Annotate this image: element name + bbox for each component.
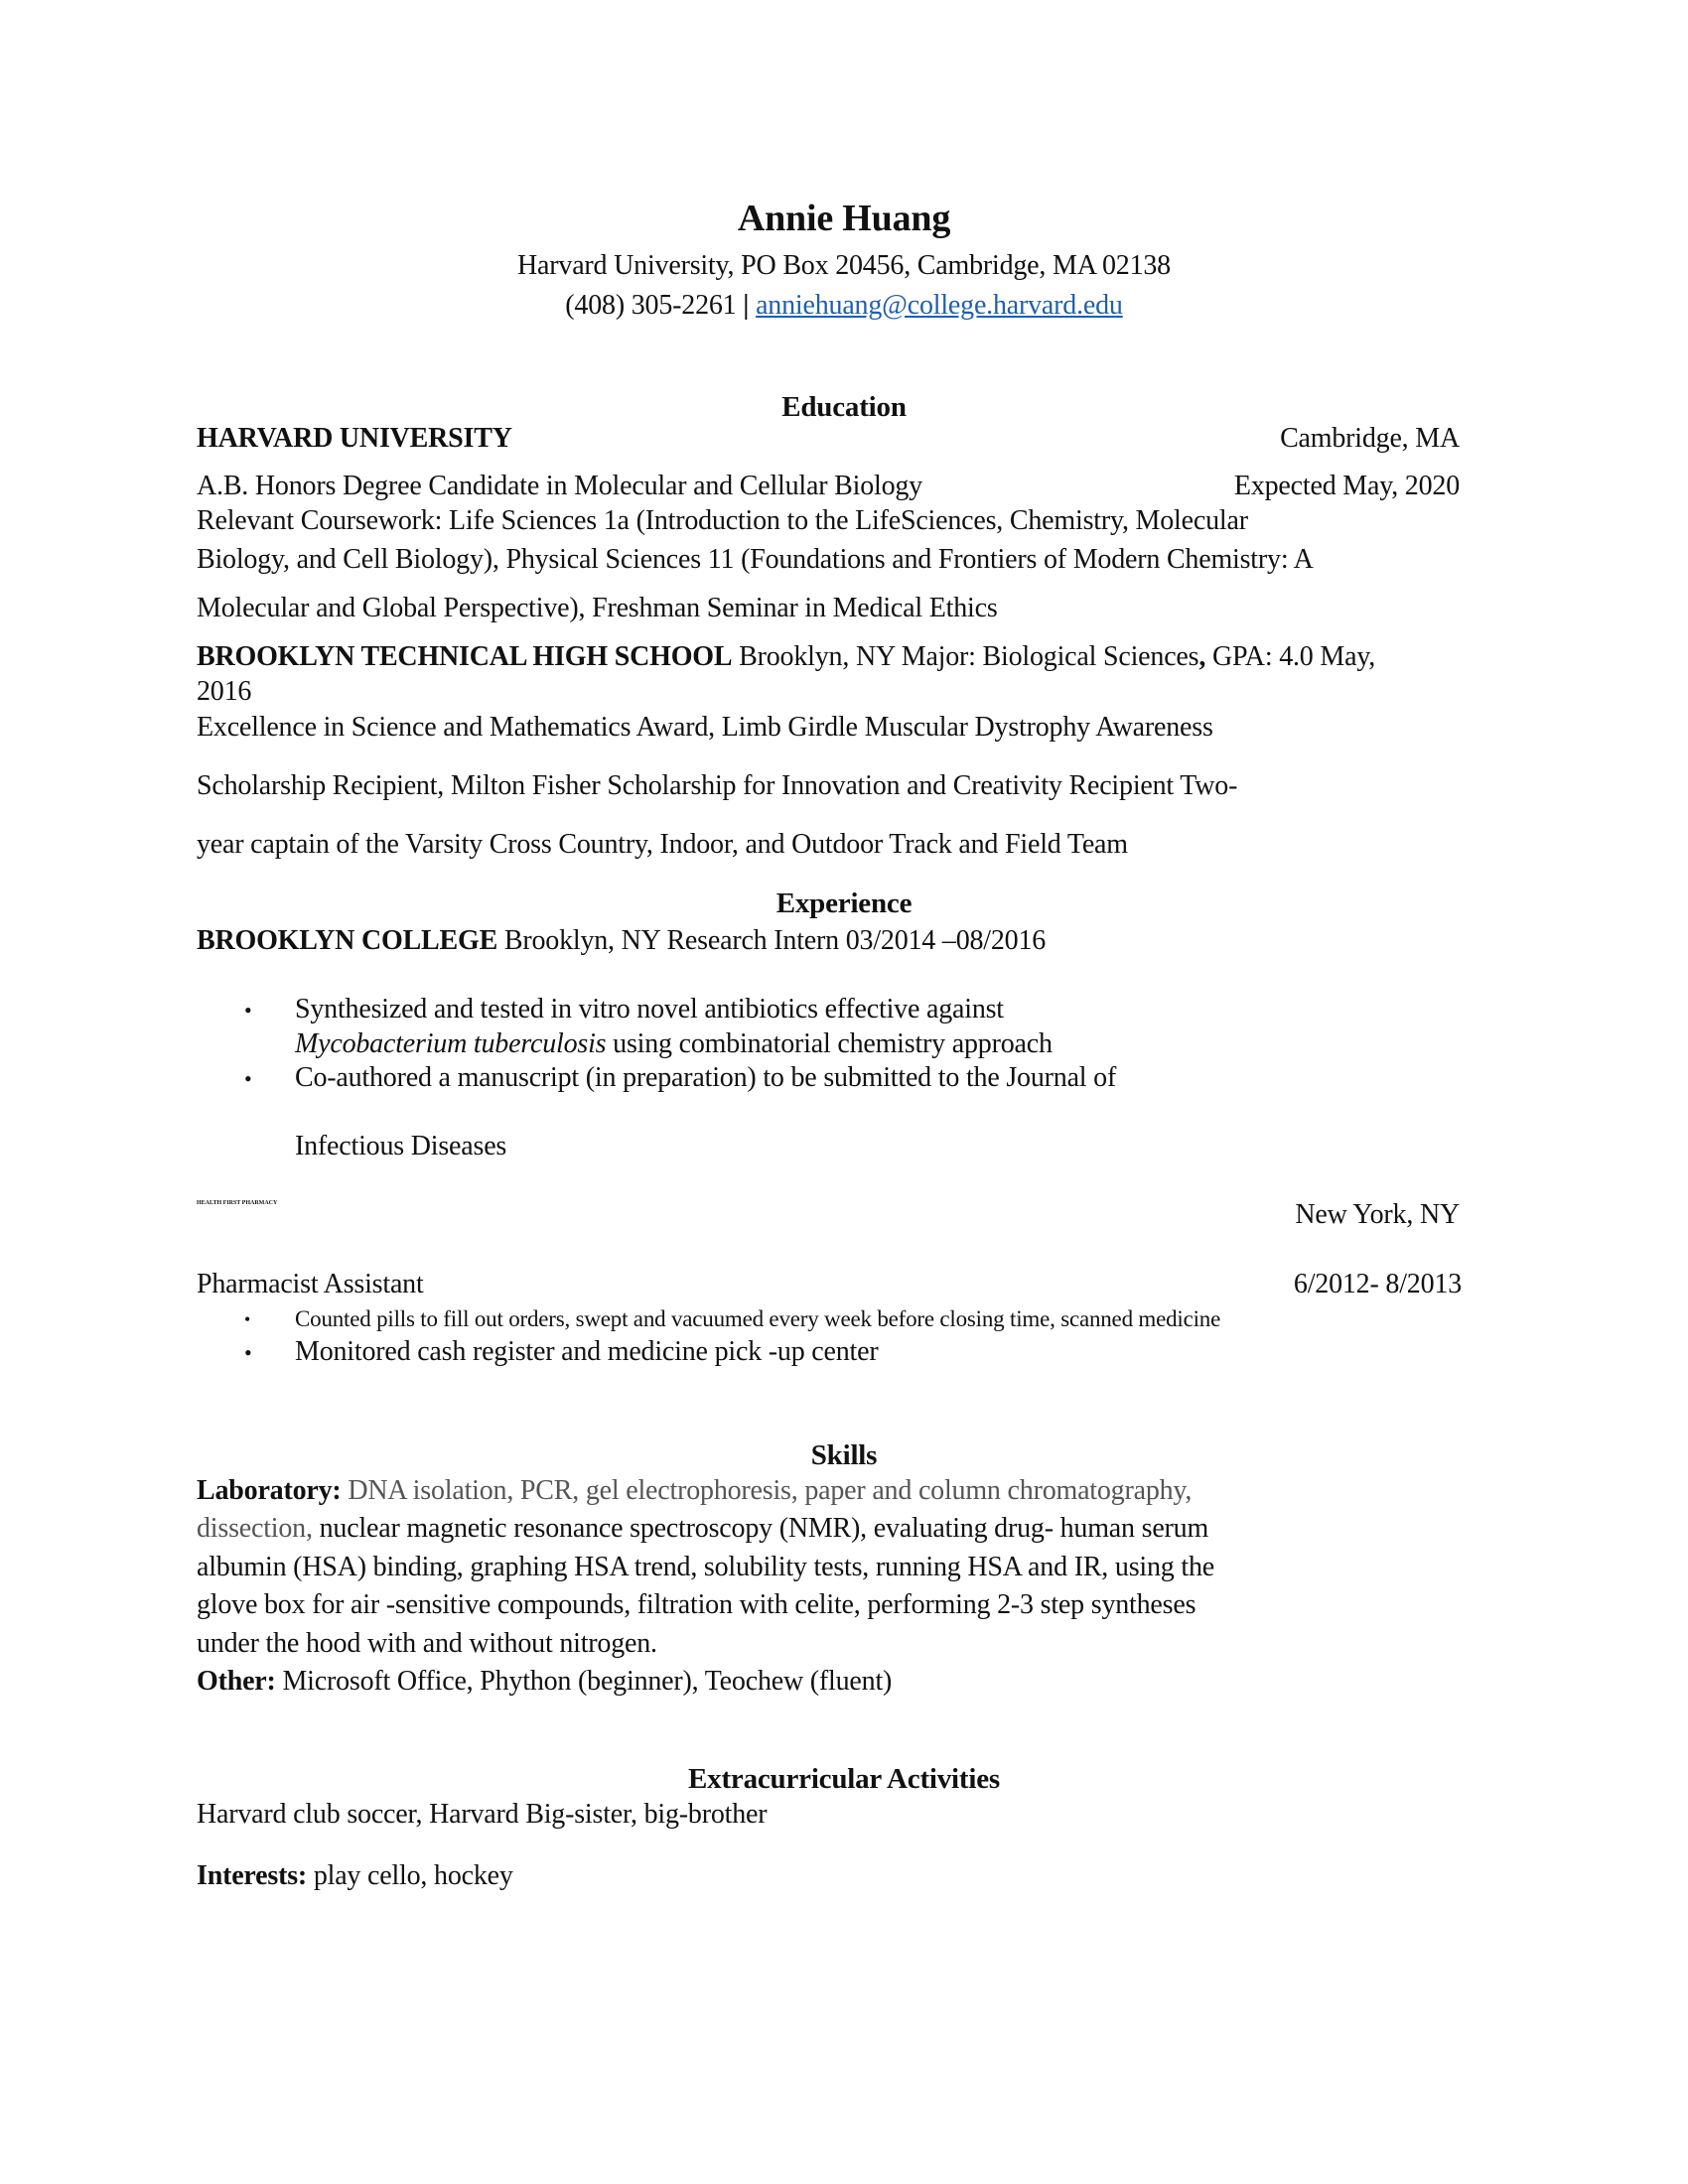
job-bullet-1-line-1: Synthesized and tested in vitro novel antibiotics effective against <box>295 994 1004 1024</box>
coursework-line-3: Molecular and Global Perspective), Freshman Seminar in Medical Ethics <box>197 593 998 623</box>
skills-other-value: Microsoft Office, Phython (beginner), Teochew (fluent) <box>275 1666 893 1697</box>
school-name-brooklyn-tech: BROOKLYN TECHNICAL HIGH SCHOOL <box>197 641 733 672</box>
school-line-brooklyn-tech <box>197 639 1375 675</box>
coursework-line-2: Biology, and Cell Biology), Physical Sciences 11 (Foundations and Frontiers of Modern Chemistry: A <box>197 544 1314 575</box>
details-comma: , <box>1198 641 1206 672</box>
skills-other-label: Other: <box>197 1666 276 1697</box>
bullet-icon: • <box>244 998 252 1023</box>
job-date-pharmacy: 6/2012- 8/2013 <box>1293 1269 1462 1299</box>
degree-harvard: A.B. Honors Degree Candidate in Molecular and Cellular Biology <box>197 471 922 501</box>
bullet-icon: • <box>244 1340 252 1365</box>
skills-laboratory-line-1 <box>197 1473 1192 1509</box>
skills-laboratory-text-1: DNA isolation, PCR, gel electrophoresis, paper and column chromatography, <box>341 1475 1193 1506</box>
award-line-3: year captain of the Varsity Cross Country, Indoor, and Outdoor Track and Field Team <box>197 829 1128 860</box>
award-line-2: Scholarship Recipient, Milton Fisher Scholarship for Innovation and Creativity Recipient Two- <box>197 770 1238 801</box>
job-bullet-pharmacy-1: Counted pills to fill out orders, swept and vacuumed every week before closing time, scanned medicine <box>295 1306 1221 1331</box>
interests-value: play cello, hockey <box>307 1860 513 1891</box>
section-title-education: Education <box>781 391 907 423</box>
contact-phone: (408) 305-2261 <box>565 290 737 321</box>
skills-laboratory-line-2 <box>197 1511 1208 1547</box>
skills-laboratory-line-4: glove box for air -sensitive compounds, filtration with celite, performing 2-3 step syntheses <box>197 1589 1196 1620</box>
job-bullet-1-line-2-rest: using combinatorial chemistry approach <box>606 1028 1053 1059</box>
section-title-experience: Experience <box>775 887 913 919</box>
section-title-skills: Skills <box>810 1439 878 1471</box>
job-line-brooklyn-college <box>197 923 1046 959</box>
job-role-pharmacy: Pharmacist Assistant <box>197 1269 424 1299</box>
school-name-harvard: HARVARD UNIVERSITY <box>197 423 512 454</box>
skills-other-line <box>197 1664 892 1700</box>
contact-line <box>0 288 1688 324</box>
contact-separator: | <box>743 290 750 321</box>
job-bullet-2-line-1: Co-authored a manuscript (in preparation) to be submitted to the Journal of <box>295 1062 1117 1093</box>
organism-name: Mycobacterium tuberculosis <box>295 1028 607 1059</box>
skills-laboratory-label: Laboratory: <box>197 1475 342 1506</box>
degree-date-harvard: Expected May, 2020 <box>1233 471 1460 501</box>
school-location-harvard: Cambridge, MA <box>1280 423 1460 454</box>
section-title-extracurricular: Extracurricular Activities <box>688 1763 1000 1795</box>
school-details-brooklyn-tech: Brooklyn, NY Major: Biological Sciences <box>732 641 1199 672</box>
skills-laboratory-text-2a: dissection, <box>197 1513 313 1544</box>
org-name-brooklyn-college: BROOKLYN COLLEGE <box>197 925 498 956</box>
org-name-pharmacy: HEALTH FIRST PHARMACY <box>197 1200 278 1206</box>
job-bullet-2-line-2: Infectious Diseases <box>295 1131 507 1161</box>
bullet-icon: • <box>244 1309 251 1329</box>
email-link[interactable]: anniehuang@college.harvard.edu <box>756 290 1123 321</box>
skills-laboratory-text-2b: nuclear magnetic resonance spectroscopy (NMR), evaluating drug- human serum <box>312 1513 1209 1544</box>
interests-line <box>197 1858 513 1894</box>
school-gpa-brooklyn-tech: GPA: 4.0 May, <box>1205 641 1376 672</box>
job-bullet-pharmacy-2: Monitored cash register and medicine pick -up center <box>295 1336 879 1367</box>
extracurricular-activities: Harvard club soccer, Harvard Big-sister, big-brother <box>197 1799 768 1830</box>
candidate-name: Annie Huang <box>737 198 951 239</box>
contact-address: Harvard University, PO Box 20456, Cambridge, MA 02138 <box>517 250 1171 281</box>
job-location-pharmacy: New York, NY <box>1295 1199 1460 1230</box>
award-line-1: Excellence in Science and Mathematics Award, Limb Girdle Muscular Dystrophy Awareness <box>197 712 1213 743</box>
skills-laboratory-line-3: albumin (HSA) binding, graphing HSA trend, solubility tests, running HSA and IR, using the <box>197 1552 1214 1582</box>
coursework-line-1: Relevant Coursework: Life Sciences 1a (Introduction to the LifeSciences, Chemistry, Molecular <box>197 505 1248 536</box>
job-details-brooklyn-college: Brooklyn, NY Research Intern 03/2014 –08/2016 <box>497 925 1047 956</box>
skills-laboratory-line-5: under the hood with and without nitrogen. <box>197 1628 657 1659</box>
interests-label: Interests: <box>197 1860 308 1891</box>
graduation-year-brooklyn-tech: 2016 <box>197 676 252 707</box>
job-bullet-1-line-2 <box>295 1026 1053 1062</box>
bullet-icon: • <box>244 1066 252 1091</box>
